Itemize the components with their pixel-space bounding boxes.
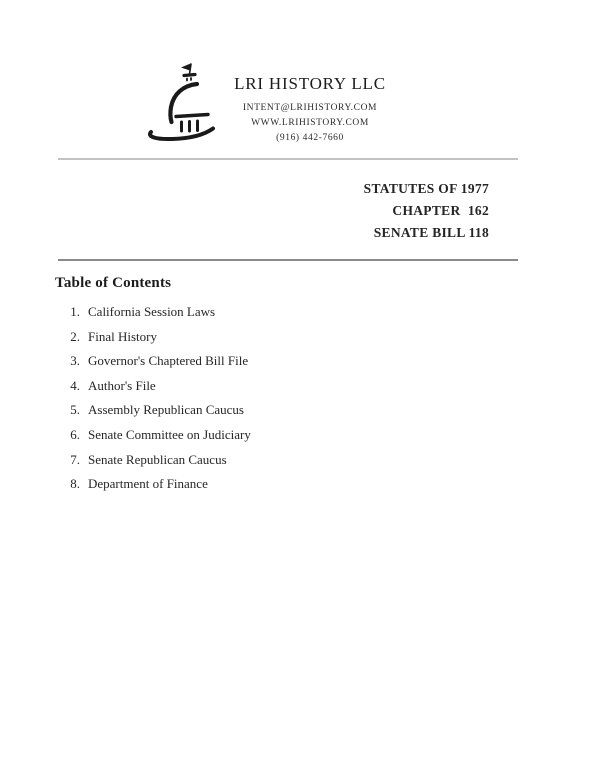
toc-item bbox=[66, 354, 251, 367]
toc-item-number: 3. bbox=[70, 353, 80, 369]
company-phone: (916) 442-7660 bbox=[276, 133, 344, 143]
toc-item-number: 7. bbox=[70, 451, 80, 467]
toc-list bbox=[66, 305, 251, 502]
toc-item bbox=[66, 403, 251, 416]
case-reference bbox=[364, 178, 489, 244]
toc-item bbox=[66, 453, 251, 466]
toc-item bbox=[66, 477, 251, 490]
toc-item-number: 8. bbox=[70, 476, 80, 492]
toc-item bbox=[66, 330, 251, 343]
statutes-line: STATUTES OF 1977 bbox=[363, 181, 489, 196]
toc-title: Table of Contents bbox=[55, 275, 172, 291]
toc-item bbox=[66, 428, 251, 441]
toc-item-label: Final History bbox=[88, 328, 157, 344]
toc-item-number: 5. bbox=[70, 402, 80, 418]
company-website: WWW.LRIHISTORY.COM bbox=[251, 118, 369, 128]
divider-middle bbox=[58, 259, 518, 261]
toc-item-number: 6. bbox=[70, 426, 80, 442]
toc-item-number: 1. bbox=[70, 304, 80, 319]
toc-item-label: Author's File bbox=[88, 377, 156, 393]
toc-item-label: Governor's Chaptered Bill File bbox=[88, 353, 249, 369]
toc-item-label: Department of Finance bbox=[88, 476, 208, 492]
toc-item bbox=[66, 379, 251, 392]
company-name: LRI HISTORY LLC bbox=[234, 74, 386, 93]
toc-item-number: 4. bbox=[70, 377, 80, 393]
company-email: INTENT@LRIHISTORY.COM bbox=[242, 103, 378, 113]
toc-item bbox=[66, 305, 251, 318]
divider-top bbox=[58, 158, 518, 160]
toc-item-label: Senate Republican Caucus bbox=[88, 451, 227, 467]
toc-item-number: 2. bbox=[70, 328, 80, 344]
toc-item-label: Senate Committee on Judiciary bbox=[88, 426, 251, 442]
toc-item-label: Assembly Republican Caucus bbox=[88, 402, 244, 418]
letterhead bbox=[205, 74, 415, 146]
chapter-line: CHAPTER 162 bbox=[392, 203, 489, 218]
senate-bill-line: SENATE BILL 118 bbox=[373, 225, 489, 240]
toc-item-label: California Session Laws bbox=[88, 304, 216, 319]
